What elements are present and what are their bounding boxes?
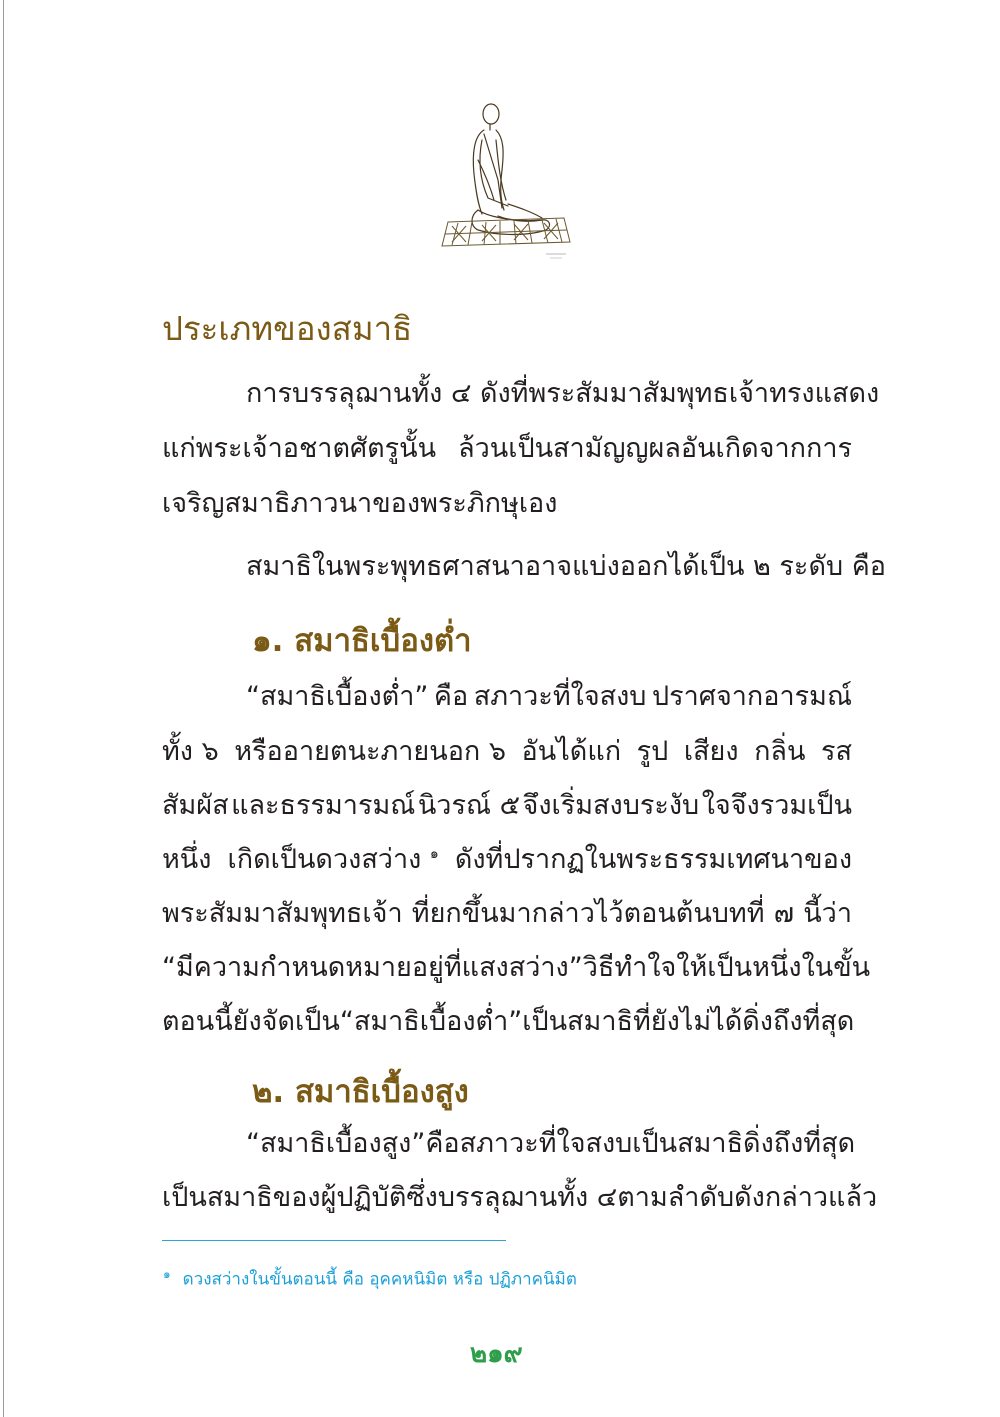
paragraph1-line2 [162,435,852,462]
paragraph1-line3: เจริญสมาธิภาวนาของพระภิกษุเอง [162,488,558,519]
text-segment: ที่ยกขึ้นมากล่าวไว้ตอนต้นบทที่ [411,898,765,929]
text-segment: เกิดเป็นดวงสว่าง [227,844,422,875]
text-segment: กลิ่น [754,736,806,767]
section1-line6 [162,952,871,983]
subsection-title-2: ๒. สมาธิเบื้องสูง [252,1074,469,1110]
text-segment: “สมาธิเบื้องต่ำ” [339,1006,523,1037]
section1-line4 [162,846,852,873]
text-segment: คือสภาวะที่ใจสงบเป็นสมาธิดิ่งถึงที่สุด [425,1128,856,1159]
section1-line7 [162,1006,855,1037]
section2-line2 [162,1182,878,1213]
footnote-mark: ๑ [163,1267,171,1281]
text-segment: นิวรณ์ ๕ [417,790,521,821]
subsection-title-1: ๑. สมาธิเบื้องต่ำ [252,623,472,659]
footnote-divider [162,1240,506,1241]
text-segment: และธรรมารมณ์ [231,790,416,821]
page-number: ๒๑๙ [470,1339,523,1369]
meditating-monk-illustration [438,100,574,262]
page-edge-rule [3,0,4,1417]
text-segment: แก่พระเจ้าอชาตศัตรูนั้น [162,433,437,464]
text-segment: “สมาธิเบื้องต่ำ” [246,681,429,712]
text-segment: หนึ่ง [162,844,212,875]
text-segment [228,846,439,873]
text-segment: ทั้ง ๖ [162,736,219,767]
text-segment: รูป [636,736,669,767]
text-segment: รส [820,736,852,767]
section1-line3 [162,792,852,819]
text-segment: อันได้แก่ [521,736,622,767]
text-segment: เป็นสมาธิที่ยังไม่ได้ดิ่งถึงที่สุด [522,1006,855,1037]
section-heading: ประเภทของสมาธิ [162,309,413,348]
text-segment: ใจจึงรวมเป็น [701,790,852,821]
text-segment: คือ [433,681,469,712]
text-segment: หรืออายตนะภายนอก ๖ [234,736,506,767]
footnote-text: ดวงสว่างในขั้นตอนนี้ คือ อุคคหนิมิต หรือ ปฏิภาคนิมิต [182,1269,577,1290]
text-segment: จึงเริ่มสงบระงับ [522,790,700,821]
text-segment: สภาวะที่ใจสงบ [473,681,647,712]
paragraph1-line1: การบรรลุฌานทั้ง ๔ ดังที่พระสัมมาสัมพุทธเจ้าทรงแสดง [246,378,880,409]
text-segment: ตอนนี้ยังจัดเป็น [162,1006,340,1037]
text-segment: ปราศจากอารมณ์ [652,681,852,712]
text-segment: “มีความกำหนดหมายอยู่ที่แสงสว่าง” [162,952,583,983]
text-segment: เสียง [683,736,739,767]
footnote [163,1265,577,1293]
text-segment: “สมาธิเบื้องสูง” [246,1128,426,1159]
text-segment: เป็นสมาธิของผู้ปฏิบัติซึ่งบรรลุฌานทั้ง ๔ [162,1182,618,1213]
text-segment: พระสัมมาสัมพุทธเจ้า [162,898,403,929]
text-segment: วิธีทำใจให้เป็นหนึ่งในขั้น [582,952,871,983]
text-segment: ๗ [773,898,795,929]
text-segment: นี้ว่า [803,898,852,929]
section1-line5 [162,900,852,927]
text-segment: สัมผัส [162,790,229,821]
paragraph2: สมาธิในพระพุทธศาสนาอาจแบ่งออกได้เป็น ๒ ระดับ คือ [246,551,886,582]
section2-line1 [246,1128,856,1159]
footnote-reference[interactable]: ๑ [429,846,439,862]
text-segment: ดังที่ปรากฏในพระธรรมเทศนาของ [454,844,852,875]
text-segment: ล้วนเป็นสามัญญผลอันเกิดจากการ [458,433,852,464]
section1-line1 [246,683,852,710]
section1-line2 [162,738,852,765]
text-segment: ตามลำดับดังกล่าวแล้ว [617,1182,878,1213]
